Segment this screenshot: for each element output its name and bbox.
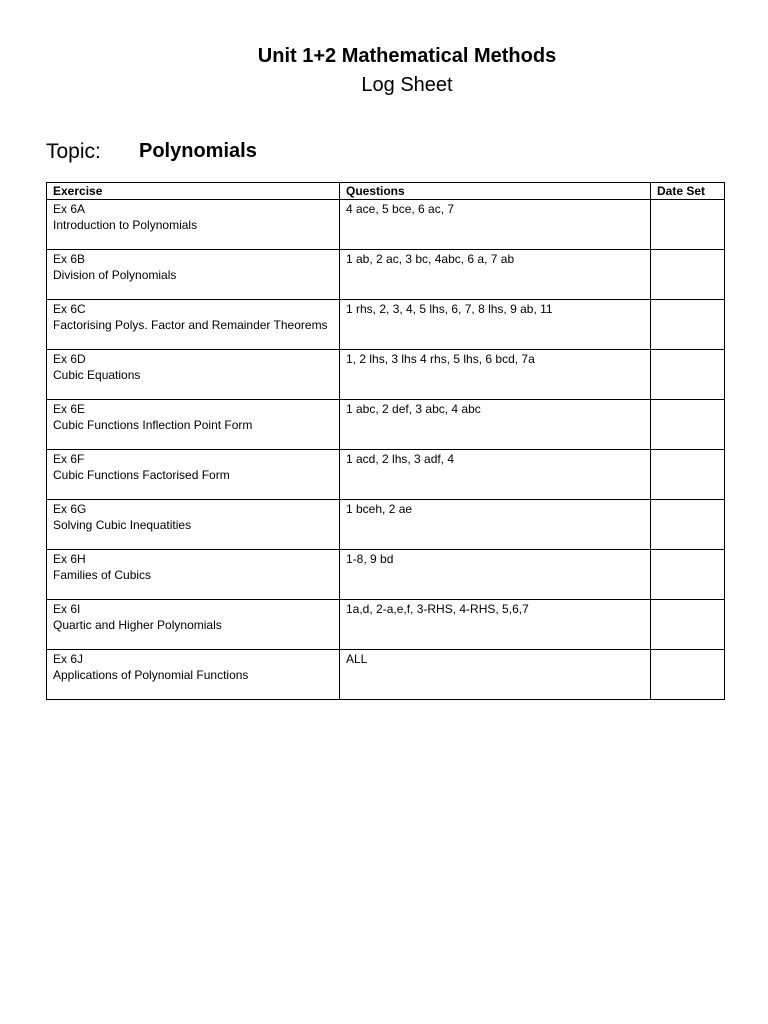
log-table: [46, 182, 725, 700]
date-set-cell: [651, 250, 725, 300]
exercise-cell: [47, 200, 340, 250]
column-header-exercise: Exercise: [47, 183, 340, 200]
exercise-code: Ex 6D: [53, 352, 86, 366]
exercise-name: Quartic and Higher Polynomials: [53, 618, 222, 632]
exercise-code: Ex 6B: [53, 252, 86, 266]
exercise-cell: [47, 650, 340, 700]
table-row: [47, 350, 725, 400]
table-row: [47, 400, 725, 450]
date-set-cell: [651, 450, 725, 500]
date-set-cell: [651, 500, 725, 550]
table-header-row: [47, 183, 725, 200]
date-set-cell: [651, 350, 725, 400]
questions-cell: 1 abc, 2 def, 3 abc, 4 abc: [340, 400, 651, 450]
date-set-cell: [651, 600, 725, 650]
exercise-cell: [47, 300, 340, 350]
questions-cell: ALL: [340, 650, 651, 700]
exercise-cell: [47, 450, 340, 500]
exercise-code: Ex 6C: [53, 302, 86, 316]
exercise-code: Ex 6A: [53, 202, 86, 216]
exercise-name: Division of Polynomials: [53, 268, 177, 282]
exercise-code: Ex 6H: [53, 552, 86, 566]
exercise-name: Solving Cubic Inequatities: [53, 518, 192, 532]
table-body: [47, 200, 725, 700]
exercise-name: Factorising Polys. Factor and Remainder Theorems: [53, 318, 328, 332]
exercise-code: Ex 6I: [53, 602, 81, 616]
topic-label: Topic:: [46, 140, 101, 163]
exercise-cell: [47, 250, 340, 300]
questions-cell: 1a,d, 2-a,e,f, 3-RHS, 4-RHS, 5,6,7: [340, 600, 651, 650]
exercise-name: Families of Cubics: [53, 568, 152, 582]
exercise-name: Applications of Polynomial Functions: [53, 668, 249, 682]
topic-value: Polynomials: [139, 140, 257, 162]
questions-cell: 1 acd, 2 lhs, 3 adf, 4: [340, 450, 651, 500]
table-row: [47, 500, 725, 550]
table-row: [47, 650, 725, 700]
table-row: [47, 450, 725, 500]
table-row: [47, 200, 725, 250]
exercise-name: Cubic Equations: [53, 368, 141, 382]
exercise-cell: [47, 500, 340, 550]
table-row: [47, 550, 725, 600]
questions-cell: 1 ab, 2 ac, 3 bc, 4abc, 6 a, 7 ab: [340, 250, 651, 300]
questions-cell: 1-8, 9 bd: [340, 550, 651, 600]
exercise-cell: [47, 350, 340, 400]
column-header-questions: Questions: [340, 183, 651, 200]
exercise-cell: [47, 600, 340, 650]
table-row: [47, 600, 725, 650]
date-set-cell: [651, 300, 725, 350]
questions-cell: 1 rhs, 2, 3, 4, 5 lhs, 6, 7, 8 lhs, 9 ab, 11: [340, 300, 651, 350]
exercise-code: Ex 6J: [53, 652, 84, 666]
exercise-code: Ex 6F: [53, 452, 85, 466]
exercise-name: Introduction to Polynomials: [53, 218, 198, 232]
exercise-cell: [47, 550, 340, 600]
exercise-name: Cubic Functions Factorised Form: [53, 468, 230, 482]
date-set-cell: [651, 550, 725, 600]
questions-cell: 4 ace, 5 bce, 6 ac, 7: [340, 200, 651, 250]
table-row: [47, 250, 725, 300]
document-title: Unit 1+2 Mathematical Methods: [257, 45, 557, 67]
date-set-cell: [651, 400, 725, 450]
table-row: [47, 300, 725, 350]
questions-cell: 1 bceh, 2 ae: [340, 500, 651, 550]
column-header-date-set: Date Set: [651, 183, 725, 200]
date-set-cell: [651, 200, 725, 250]
questions-cell: 1, 2 lhs, 3 lhs 4 rhs, 5 lhs, 6 bcd, 7a: [340, 350, 651, 400]
exercise-code: Ex 6E: [53, 402, 86, 416]
exercise-cell: [47, 400, 340, 450]
exercise-name: Cubic Functions Inflection Point Form: [53, 418, 253, 432]
document-subtitle: Log Sheet: [361, 74, 453, 96]
exercise-code: Ex 6G: [53, 502, 87, 516]
date-set-cell: [651, 650, 725, 700]
